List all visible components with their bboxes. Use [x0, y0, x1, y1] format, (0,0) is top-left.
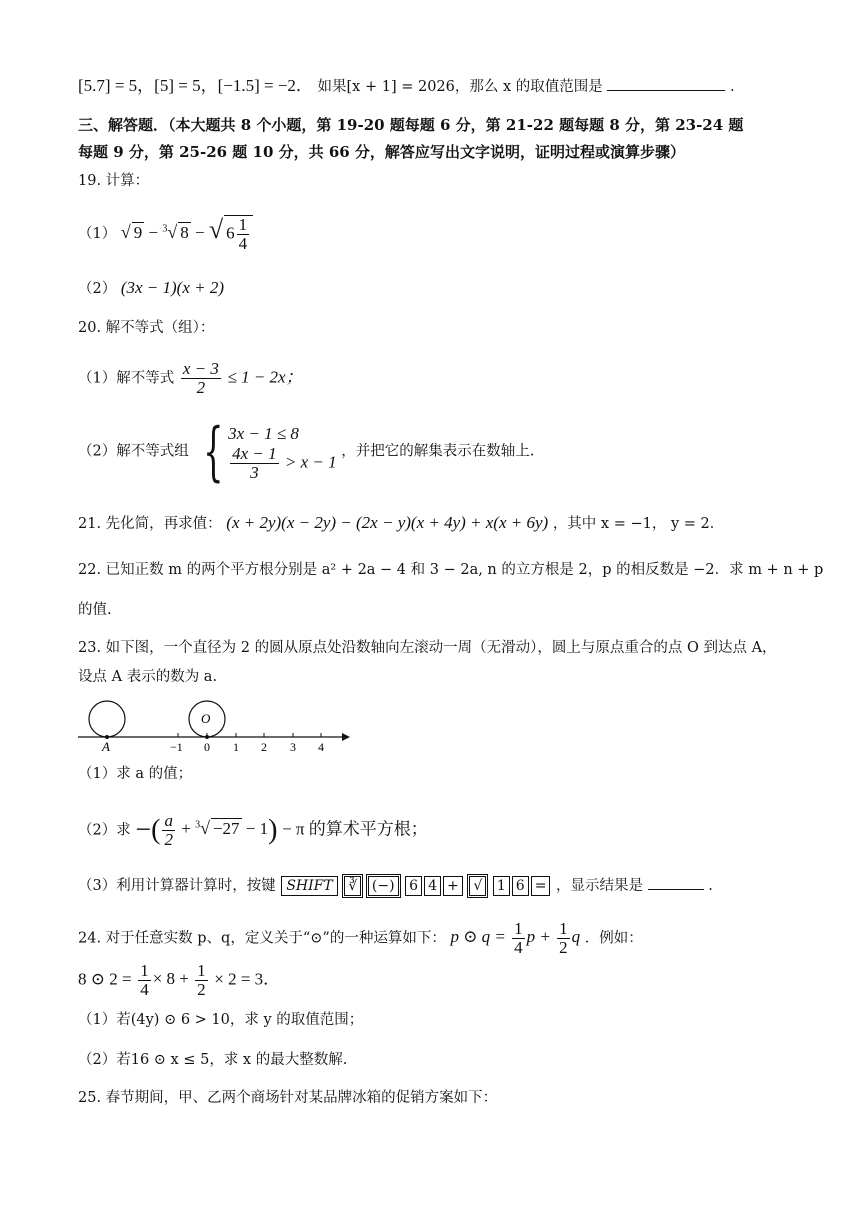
tick-label: 0 [204, 740, 210, 754]
q23-p3-answer-blank[interactable] [648, 888, 704, 890]
q23-line2: 设点 A 表示的数为 a. [78, 669, 218, 685]
q23-p2-frac: $\frac{a}{2}$ [164, 811, 173, 849]
q20-p2-system: { 3x − 1 ≤ 8 $\frac{4x - 1}{3}$ > x − 1 [203, 415, 337, 489]
circle-at-A [89, 701, 125, 737]
q24-definition: p ⊙ q = $\frac{1}{4}$ p + $\frac{1}{2}$ q [450, 919, 581, 957]
q20-p2-tail: ，并把它的解集表示在数轴上. [341, 443, 535, 460]
label-O: O [201, 711, 211, 726]
q19-p1-cbrt8: 8 [180, 223, 189, 242]
tick-label: −1 [170, 740, 183, 754]
q20-p2-eq1: 3x − 1 ≤ 8 [228, 423, 299, 443]
q20-p2-eq2: $\frac{4x - 1}{3}$ > x − 1 [232, 443, 337, 482]
q25-line1: 25. 春节期间，甲、乙两个商场针对某品牌冰箱的促销方案如下： [78, 1090, 498, 1106]
q18-condition: 如果[x + 1] = 2026，那么 x 的取值范围是 [317, 79, 603, 95]
q20-stem: 20. 解不等式（组）： [78, 320, 215, 336]
q21-line [78, 513, 724, 533]
q24-part2: （2）若16 ⊙ x ≤ 5，求 x 的最大整数解. [78, 1052, 348, 1068]
q19-p1-mixed: 6 $\frac{1}{4}$ [224, 215, 253, 253]
q23-p2-label: （2）求 [78, 822, 131, 839]
q20-p1-fraction: $\frac{x - 3}{2}$ [182, 359, 219, 397]
tick-label: 3 [290, 740, 296, 754]
q22-line2: 的值. [78, 602, 112, 618]
calc-key-plus: + [443, 876, 463, 896]
q21-text: 21. 先化简，再求值： [78, 516, 222, 532]
q18-answer-blank[interactable] [607, 89, 725, 91]
q23-p3-tail: ，显示结果是 [556, 878, 644, 894]
tick-label: 4 [318, 740, 324, 754]
tick-label: 1 [233, 740, 239, 754]
q19-p1-label: （1） [78, 226, 117, 242]
q24-example: 8 ⊙ 2 = $\frac{1}{4}$ × 8 + $\frac{1}{2}$ × 2 = 3． [78, 961, 281, 999]
q23-part1: （1）求 a 的值； [78, 766, 193, 782]
q23-p2-tail: − π 的算术平方根； [282, 819, 428, 839]
calc-key-1: 1 [493, 876, 510, 896]
q24-def-tail: ．例如： [584, 930, 643, 947]
q19-part1 [78, 214, 253, 252]
q20-p2-label: （2）解不等式组 [78, 443, 189, 460]
q18-tail-line [78, 76, 735, 96]
q19-stem: 19. 计算： [78, 173, 150, 189]
q24-example-tail: × 2 = 3． [214, 969, 281, 989]
q20-part1 [78, 360, 303, 397]
q19-p2-expr: (3x − 1)(x + 2) [120, 278, 225, 297]
q23-part3: （3）利用计算器计算时，按键 SHIFT ∛ (−) 6 4 + √ 1 6 = ，显示结果是 . [78, 878, 713, 894]
q20-p1-rhs: ≤ 1 − 2x； [227, 367, 303, 387]
q23-part2: （2）求 −( $\frac{a}{2}$ + $^3$√ −27 − 1) − π 的算术平方根； [78, 811, 428, 849]
q23-p2-cbrt: −27 [212, 819, 240, 839]
q20-p1-label: （1）解不等式 [78, 370, 175, 387]
q23-line1: 23. 如下图，一个直径为 2 的圆从原点处沿数轴向左滚动一周（无滑动），圆上与原点重合的点 O 到达点 A， [78, 640, 777, 656]
section3-title-line1: 三、解答题．（本大题共 8 个小题，第 19-20 题每题 6 分，第 21-22 题每题 8 分，第 23-24 题 [78, 116, 744, 134]
calc-key-sqrt: √ [469, 876, 486, 896]
calc-key-6: 6 [405, 876, 422, 896]
q24-part1: （1）若(4y) ⊙ 6 > 10，求 y 的取值范围； [78, 1012, 364, 1028]
q24-line1 [78, 920, 643, 957]
q21-expr: (x + 2y)(x − 2y) − (2x − y)(x + 4y) + x(x + 6y) [226, 513, 549, 532]
tick-label: 2 [261, 740, 267, 754]
q20-part2 [78, 415, 535, 489]
q24-example-lhs: 8 ⊙ 2 = [78, 969, 132, 989]
axis-arrow [342, 733, 350, 741]
q18-examples: [5.7] = 5，[5] = 5，[−1.5] = −2． [78, 76, 313, 95]
q22-line1: 22. 已知正数 m 的两个平方根分别是 a² + 2a − 4 和 3 − 2a, n 的立方根是 2，p 的相反数是 −2．求 m + n + p [78, 562, 824, 578]
section3-title-line2: 每题 9 分，第 25-26 题 10 分，共 66 分，解答应写出文字说明，证明过程或演算步骤） [78, 143, 685, 161]
q19-part2 [78, 278, 224, 298]
q19-p2-label: （2） [78, 281, 117, 297]
q24-intro: 24. 对于任意实数 p、q，定义关于“⊙”的一种运算如下： [78, 930, 446, 947]
q19-p1-expr: √ 9 − $^3$√ 8 − √ 6 $\frac{1}{4}$ [121, 223, 253, 242]
q18-end: . [729, 79, 735, 95]
calc-key-equals: = [531, 876, 551, 896]
calc-key-cbrt: ∛ [344, 876, 361, 896]
calc-key-6b: 6 [512, 876, 529, 896]
calc-key-4: 4 [424, 876, 441, 896]
q23-number-line-figure [70, 695, 360, 755]
q21-cond: ，其中 x = −1， y = 2． [552, 516, 725, 532]
q19-p1-sqrt9: 9 [133, 223, 143, 242]
calc-key-negative: (−) [368, 876, 399, 896]
q23-p3-label: （3）利用计算器计算时，按键 [78, 878, 276, 894]
label-A: A [102, 739, 110, 754]
calc-key-shift: SHIFT [281, 876, 337, 896]
